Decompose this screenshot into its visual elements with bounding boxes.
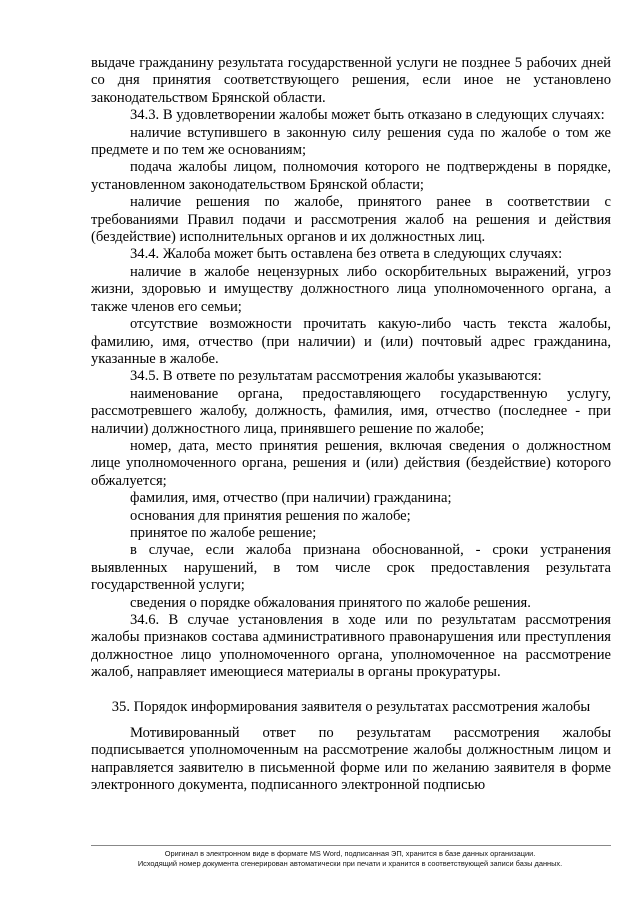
paragraph: фамилия, имя, отчество (при наличии) гражданина;: [130, 490, 452, 507]
paragraph: выдаче гражданину результата государственной услуги не позднее 5 рабочих дней со дня принятия соответствующего решения, если иное не установлено законодательством Брянской области.: [91, 55, 611, 106]
paragraph: 34.5. В ответе по результатам рассмотрения жалобы указываются:: [130, 368, 542, 385]
paragraph: наименование органа, предоставляющего государственную услугу, рассмотревшего жалобу, должность, фамилия, имя, отчество (последнее - при наличии) должностного лица, принявшего решение по жалобе;: [91, 385, 611, 437]
section-heading: 35. Порядок информирования заявителя о результатах рассмотрения жалобы: [111, 698, 591, 715]
paragraphs-bottom: [91, 725, 611, 795]
footer-line-1: Оригинал в электронном виде в формате MS Word, подписанная ЭП, хранится в базе данных организации.: [164, 849, 536, 858]
paragraph: 34.4. Жалоба может быть оставлена без ответа в следующих случаях:: [130, 246, 563, 263]
paragraph: основания для принятия решения по жалобе;: [130, 507, 411, 524]
footer-divider: [91, 845, 611, 846]
paragraph: 34.6. В случае установления в ходе или по результатам рассмотрения жалобы признаков состава административного правонарушения или преступления должностное лицо уполномоченного органа, уполномоченное на рассмотрение жалоб, направляет имеющиеся материалы в органы прокуратуры.: [91, 612, 611, 681]
paragraph: подача жалобы лицом, полномочия которого не подтверждены в порядке, установленном законодательством Брянской области;: [91, 159, 611, 193]
paragraph: наличие в жалобе нецензурных либо оскорбительных выражений, угроз жизни, здоровью и имуществу должностного лица уполномоченного органа, а также членов его семьи;: [91, 263, 611, 315]
paragraph: в случае, если жалоба признана обоснованной, - сроки устранения выявленных нарушений, в том числе срок предоставления результата государственной услуги;: [91, 542, 611, 594]
paragraph: номер, дата, место принятия решения, включая сведения о должностном лице уполномоченного органа, решения и (или) действия (бездействие) которого обжалуется;: [91, 437, 611, 489]
paragraph: 34.3. В удовлетворении жалобы может быть отказано в следующих случаях:: [130, 107, 605, 124]
paragraph: принятое по жалобе решение;: [130, 524, 317, 541]
paragraph: наличие решения по жалобе, принятого ранее в соответствии с требованиями Правил подачи и рассмотрения жалоб на решения и действия (бездействие) исполнительных органов и их должностных лиц.: [91, 194, 611, 246]
paragraph: Мотивированный ответ по результатам рассмотрения жалобы подписывается уполномоченным на рассмотрение жалобы должностным лицом и направляется заявителю в письменной форме или по желанию заявителя в форме электронного документа, подписанного электронной подписью: [91, 725, 611, 794]
paragraph: сведения о порядке обжалования принятого по жалобе решения.: [130, 594, 531, 611]
footer-line-2: Исходящий номер документа сгенерирован автоматически при печати и хранится в соответствующей записи базы данных.: [137, 859, 563, 868]
paragraph: отсутствие возможности прочитать какую-либо часть текста жалобы, фамилию, имя, отчество (при наличии) и (или) почтовый адрес гражданина, указанные в жалобе.: [91, 316, 611, 367]
document-body: [91, 55, 611, 795]
paragraph: наличие вступившего в законную силу решения суда по жалобе о том же предмете и по тем же основаниям;: [91, 124, 611, 159]
paragraphs-top: [91, 55, 611, 682]
